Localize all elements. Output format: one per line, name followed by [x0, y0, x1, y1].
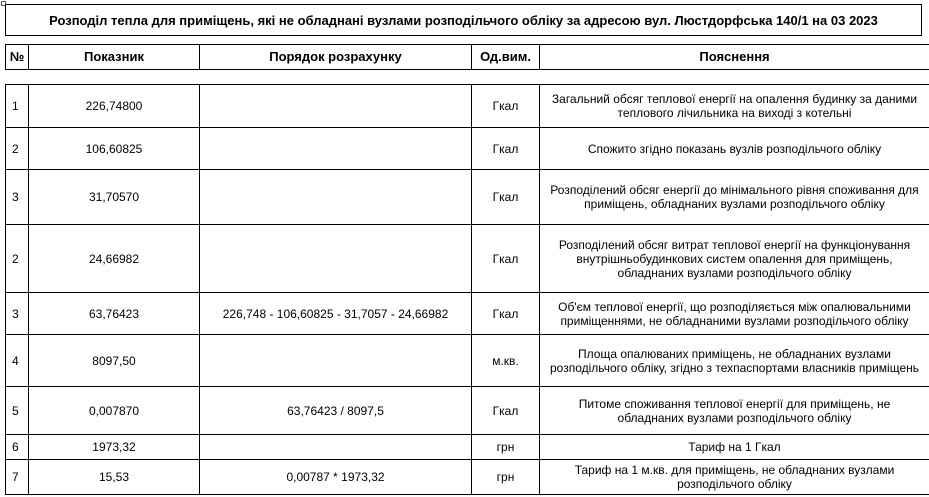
explanation-line: Площа опалюваних приміщень, не обладнаних вузлами [578, 346, 891, 361]
explanation-line: Тариф на 1 м.кв. для приміщень, не обладнаних вузлами [574, 463, 895, 477]
row-indicator-cell: 226,74800 [29, 85, 200, 128]
table-row [6, 85, 929, 128]
explanation-line: розподільчого обліку, згідно з техпаспортами власників приміщень [550, 360, 919, 375]
spacer-cell [472, 70, 540, 85]
row-explanation-cell [540, 85, 929, 128]
header-indicator: Показник [29, 45, 200, 70]
spacer-cell [540, 70, 929, 85]
header-num: № [6, 45, 29, 70]
row-calculation-cell: 63,76423 / 8097,5 [200, 387, 472, 435]
row-calculation-cell [200, 225, 472, 293]
row-calculation-cell [200, 85, 472, 128]
row-num-cell: 3 [6, 293, 29, 335]
table-body [6, 70, 929, 495]
row-indicator-cell: 8097,50 [29, 335, 200, 387]
row-unit-cell: Гкал [472, 170, 540, 225]
row-explanation-cell [540, 128, 929, 170]
row-explanation-cell [540, 387, 929, 435]
row-explanation-cell [540, 170, 929, 225]
sheet-title-text: Розподіл тепла для приміщень, які не обладнані вузлами розподільчого обліку за адресою вул. Люстдорфська 140/1 на 03 2023 [49, 12, 878, 28]
row-unit-cell: м.кв. [472, 335, 540, 387]
table-row [6, 170, 929, 225]
header-unit: Од.вим. [472, 45, 540, 70]
row-unit-cell: Гкал [472, 387, 540, 435]
explanation-line: Питоме споживання теплової енергії для приміщень, не [578, 396, 891, 411]
table-row [6, 435, 929, 460]
row-indicator-cell: 106,60825 [29, 128, 200, 170]
row-indicator-cell: 15,53 [29, 460, 200, 495]
explanation-line: приміщень, обладнаних вузлами розподільчого обліку [584, 197, 885, 211]
row-explanation-cell [540, 460, 929, 495]
row-num-cell: 1 [6, 85, 29, 128]
explanation-line: Об'єм теплової енергії, що розподіляється між опалювальними [558, 299, 911, 314]
explanation-line: розподільчого обліку [677, 477, 792, 491]
spacer-cell [200, 70, 472, 85]
spacer-cell [6, 70, 29, 85]
row-explanation-cell [540, 435, 929, 460]
row-calculation-cell [200, 435, 472, 460]
row-calculation-cell: 226,748 - 106,60825 - 31,7057 - 24,66982 [200, 293, 472, 335]
spacer-row [6, 70, 929, 85]
table-row [6, 225, 929, 293]
distribution-table [5, 44, 929, 495]
row-unit-cell: грн [472, 460, 540, 495]
table-row [6, 335, 929, 387]
header-calculation: Порядок розрахунку [200, 45, 472, 70]
row-num-cell: 6 [6, 435, 29, 460]
explanation-line: Розподілений обсяг витрат теплової енергії на функціонування [558, 237, 911, 252]
row-calculation-cell: 0,00787 * 1973,32 [200, 460, 472, 495]
row-num-cell: 5 [6, 387, 29, 435]
spacer-cell [29, 70, 200, 85]
table-row [6, 128, 929, 170]
row-indicator-cell: 31,70570 [29, 170, 200, 225]
header-explanation: Пояснення [540, 45, 929, 70]
row-explanation-cell [540, 293, 929, 335]
row-calculation-cell [200, 170, 472, 225]
row-unit-cell: Гкал [472, 293, 540, 335]
explanation-line: Загальний обсяг теплової енергії на опалення будинку за даними [551, 92, 918, 106]
row-num-cell: 3 [6, 170, 29, 225]
explanation-line: обладнаних вузлами розподільчого обліку [617, 265, 852, 280]
explanation-line: обладнаних вузлами розподільчого обліку [617, 410, 852, 425]
table-row [6, 293, 929, 335]
row-calculation-cell [200, 335, 472, 387]
row-unit-cell: Гкал [472, 85, 540, 128]
row-indicator-cell: 1973,32 [29, 435, 200, 460]
header-row [6, 45, 929, 70]
sheet-title [5, 4, 922, 36]
row-explanation-cell [540, 335, 929, 387]
explanation-line: внутрішньобудинкових систем опалення для приміщень, [576, 251, 893, 266]
row-num-cell: 2 [6, 128, 29, 170]
explanation-line: теплового лічильника на виході з котельні [617, 106, 852, 120]
row-num-cell: 4 [6, 335, 29, 387]
explanation-line: Спожито згідно показань вузлів розподільчого обліку [587, 141, 882, 156]
explanation-line: Розподілений обсяг енергії до мінімального рівня споживання для [550, 183, 919, 197]
row-num-cell: 2 [6, 225, 29, 293]
row-indicator-cell: 24,66982 [29, 225, 200, 293]
table-row [6, 460, 929, 495]
explanation-line: приміщеннями, не обладнаними вузлами розподільчого обліку [560, 313, 909, 328]
row-indicator-cell: 0,007870 [29, 387, 200, 435]
row-unit-cell: Гкал [472, 128, 540, 170]
row-num-cell: 7 [6, 460, 29, 495]
table-row [6, 387, 929, 435]
row-unit-cell: грн [472, 435, 540, 460]
row-indicator-cell: 63,76423 [29, 293, 200, 335]
row-explanation-cell [540, 225, 929, 293]
row-calculation-cell [200, 128, 472, 170]
row-unit-cell: Гкал [472, 225, 540, 293]
explanation-line: Тариф на 1 Гкал [688, 440, 781, 454]
